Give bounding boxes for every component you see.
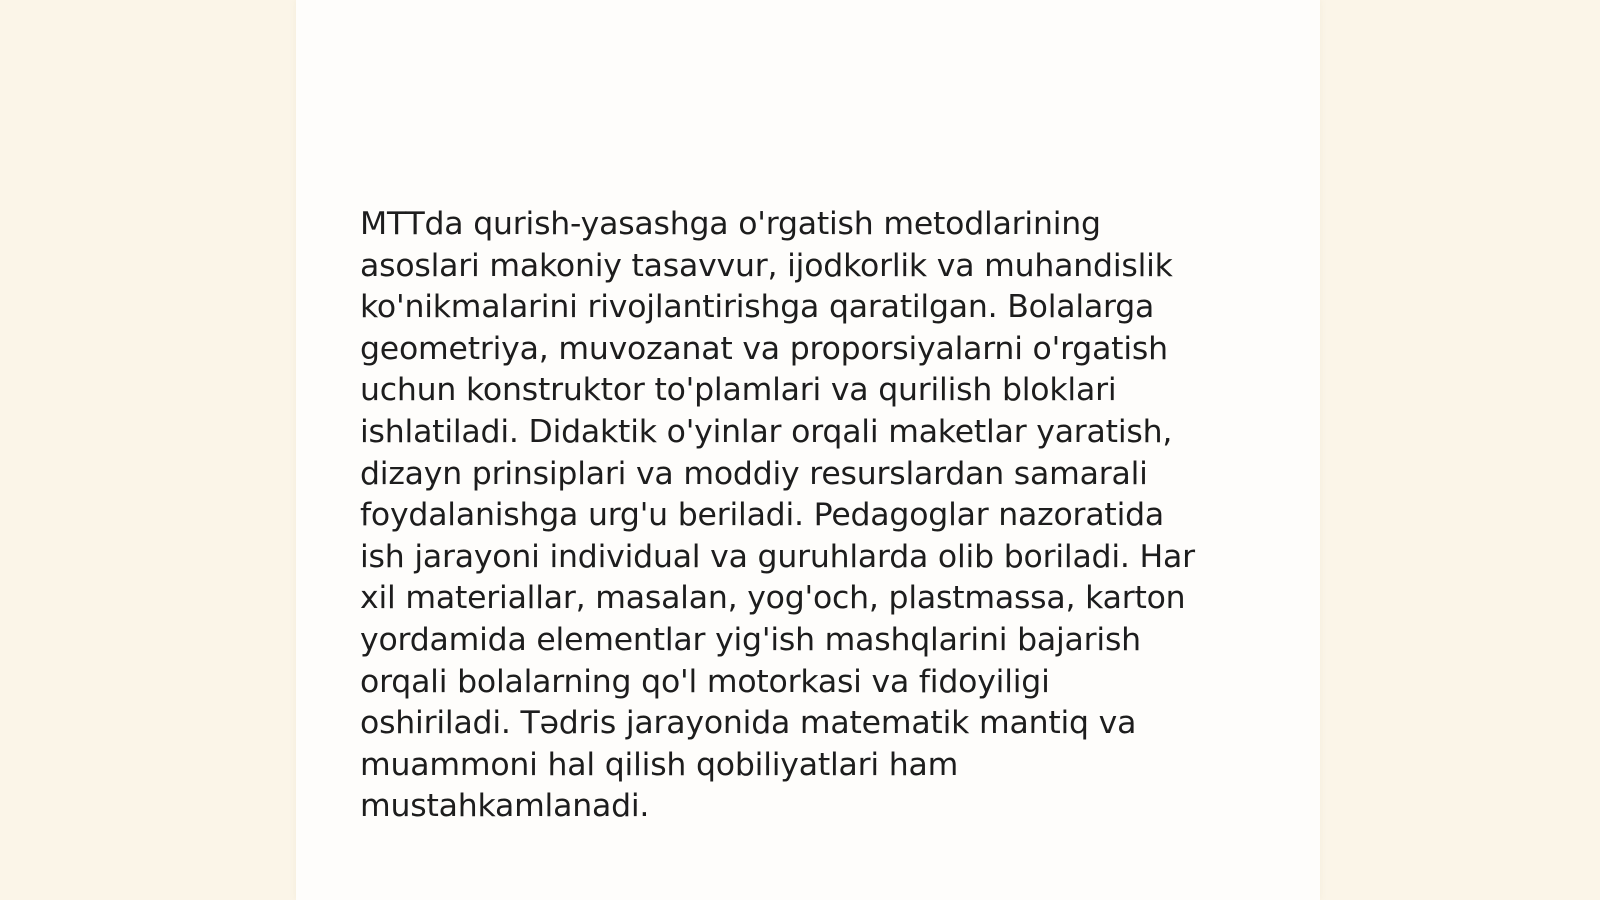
document-page [296, 0, 1320, 900]
body-paragraph: MTTda qurish-yasashga o'rgatish metodlarining asoslari makoniy tasavvur, ijodkorlik va muhandislik ko'nikmalarini rivojlantirishga qaratilgan. Bolalarga geometriya, muvozanat va proporsiyalarni o'rgatish uchun konstruktor to'plamlari va qurilish bloklari ishlatiladi. Didaktik o'yinlar orqali maketlar yaratish, dizayn prinsiplari va moddiy resurslardan samarali foydalanishga urg'u beriladi. Pedagoglar nazoratida ish jarayoni individual va guruhlarda olib boriladi. Har xil materiallar, masalan, yog'och, plastmassa, karton yordamida elementlar yig'ish mashqlarini bajarish orqali bolalarning qo'l motorkasi va fidoyiligi oshiriladi. Tədris jarayonida matematik mantiq va muammoni hal qilish qobiliyatlari ham mustahkamlanadi. [360, 206, 1195, 825]
